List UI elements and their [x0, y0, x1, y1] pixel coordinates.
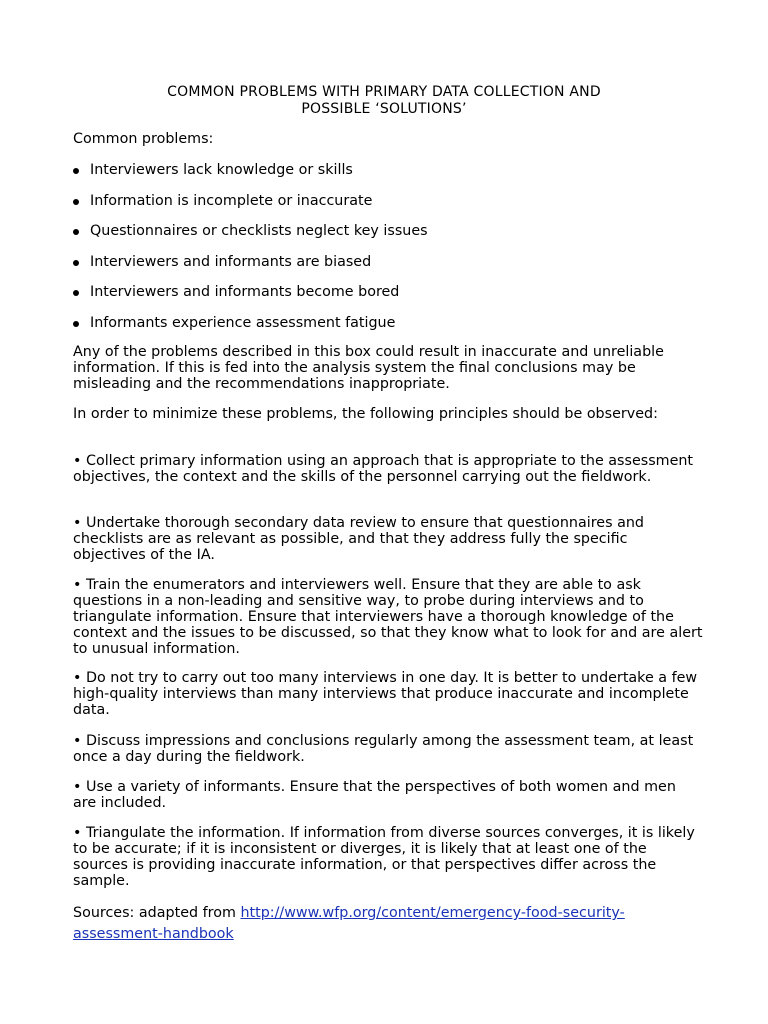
title-line-1: COMMON PROBLEMS WITH PRIMARY DATA COLLECTION AND: [167, 84, 601, 100]
principle-paragraph: • Triangulate the information. If information from diverse sources converges, it is likely to be accurate; if it is inconsistent or diverges, it is likely that at least one of the sources is providing inaccurate information, or that perspectives differ across the sample.: [73, 825, 695, 889]
sources-label: Sources: adapted from: [73, 905, 241, 921]
list-item: [73, 315, 703, 346]
principles-intro-paragraph: In order to minimize these problems, the following principles should be observed:: [73, 406, 658, 422]
principle-paragraph: • Use a variety of informants. Ensure that the perspectives of both women and men are included.: [73, 779, 676, 811]
problem-text: Interviewers lack knowledge or skills: [90, 162, 353, 178]
consequences-paragraph: Any of the problems described in this box could result in inaccurate and unreliable information. If this is fed into the analysis system the final conclusions may be misleading and the recommendations inappropriate.: [73, 344, 664, 392]
intro-text: Common problems:: [73, 131, 214, 147]
list-item: [73, 284, 703, 315]
principle-paragraph: • Collect primary information using an approach that is appropriate to the assessment objectives, the context and the skills of the personnel carrying out the fieldwork.: [73, 453, 694, 485]
problem-text: Interviewers and informants are biased: [90, 253, 372, 270]
bullet-icon: [73, 321, 79, 327]
document-title: [0, 84, 768, 118]
problem-text: Questionnaires or checklists neglect key issues: [90, 223, 428, 240]
principle-paragraph: • Train the enumerators and interviewers well. Ensure that they are able to ask questions in a non-leading and sensitive way, to probe during interviews and to triangulate information. Ensure that interviewers have a thorough knowledge of the context and the issues to be discussed, so that they know what to look for and are alert to unusual information.: [73, 577, 703, 657]
problem-text: Interviewers and informants become bored: [90, 284, 400, 301]
list-item: [73, 193, 703, 224]
problem-text: Informants experience assessment fatigue: [90, 314, 396, 331]
bullet-icon: [73, 260, 79, 266]
principle-paragraph: • Undertake thorough secondary data review to ensure that questionnaires and checklists are as relevant as possible, and that they address fully the specific objectives of the IA.: [73, 515, 644, 563]
title-line-2: POSSIBLE ‘SOLUTIONS’: [301, 101, 467, 117]
bullet-icon: [73, 229, 79, 235]
sources-line: [73, 903, 703, 945]
principle-paragraph: • Discuss impressions and conclusions regularly among the assessment team, at least once a day during the fieldwork.: [73, 733, 694, 765]
bullet-icon: [73, 199, 79, 205]
problem-text: Information is incomplete or inaccurate: [90, 192, 373, 209]
list-item: [73, 162, 703, 193]
principle-paragraph: • Do not try to carry out too many interviews in one day. It is better to undertake a few high-quality interviews than many interviews that produce inaccurate and incomplete data.: [73, 670, 698, 718]
list-item: [73, 223, 703, 254]
sources-link[interactable]: http://www.wfp.org/content/emergency-food-security-assessment-handbook: [73, 905, 625, 942]
bullet-icon: [73, 168, 79, 174]
list-item: [73, 254, 703, 285]
bullet-icon: [73, 290, 79, 296]
problems-list: [73, 162, 703, 346]
